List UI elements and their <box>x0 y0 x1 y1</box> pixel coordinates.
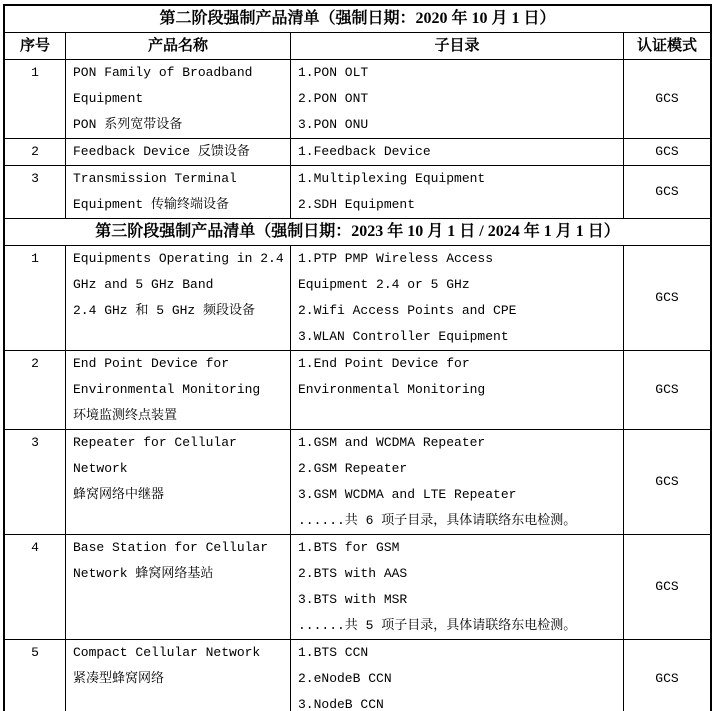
certification-mode: GCS <box>655 91 679 106</box>
subcategory-line: 2.eNodeB CCN <box>298 671 392 686</box>
product-name-line: Equipments Operating in 2.4 <box>73 251 284 266</box>
column-header-0: 序号 <box>5 33 66 59</box>
certification-mode-cell <box>624 351 710 429</box>
subcategory-line: 2.Wifi Access Points and CPE <box>298 303 517 318</box>
subcategory-line: 1.GSM and WCDMA Repeater <box>298 435 486 450</box>
certification-mode: GCS <box>655 579 679 594</box>
product-name-line: Network 蜂窝网络基站 <box>73 566 214 581</box>
subcategory-cell <box>291 246 624 350</box>
subcategory-line: 1.PON OLT <box>298 65 369 80</box>
product-name-cell <box>66 535 291 639</box>
product-name-line: End Point Device for <box>73 356 230 371</box>
product-name-line: Feedback Device 反馈设备 <box>73 144 250 159</box>
subcategory-line: 2.SDH Equipment <box>298 197 416 212</box>
subcategory-line: ......共 5 项子目录，具体请联络东电检测。 <box>298 618 577 633</box>
product-name-cell <box>66 246 291 350</box>
product-name-line: Transmission Terminal <box>73 171 237 186</box>
subcategory-line: 3.PON ONU <box>298 117 369 132</box>
row-number-cell <box>5 166 66 218</box>
column-header-2: 子目录 <box>291 33 624 59</box>
row-number-cell <box>5 535 66 639</box>
product-name-line: PON Family of Broadband <box>73 65 253 80</box>
subcategory-line: 3.NodeB CCN <box>298 697 384 711</box>
subcategory-line: ......共 6 项子目录，具体请联络东电检测。 <box>298 513 577 528</box>
product-name-line: Base Station for Cellular <box>73 540 269 555</box>
certification-mode-cell <box>624 139 710 165</box>
certification-mode: GCS <box>655 290 679 305</box>
certification-mode-cell <box>624 166 710 218</box>
subcategory-line: 1.Feedback Device <box>298 144 431 159</box>
subcategory-line: 1.BTS for GSM <box>298 540 400 555</box>
product-name-cell <box>66 139 291 165</box>
certification-mode: GCS <box>655 184 679 199</box>
product-name-cell <box>66 351 291 429</box>
certification-mode: GCS <box>655 474 679 489</box>
subcategory-line: 1.Multiplexing Equipment <box>298 171 486 186</box>
subcategory-cell <box>291 535 624 639</box>
row-number: 1 <box>31 65 39 80</box>
certification-mode-cell <box>624 60 710 138</box>
product-name-cell <box>66 166 291 218</box>
subcategory-line: 2.PON ONT <box>298 91 369 106</box>
column-header-1: 产品名称 <box>66 33 291 59</box>
product-name-line: Compact Cellular Network <box>73 645 261 660</box>
subcategory-line: 1.End Point Device for <box>298 356 470 371</box>
product-name-cell <box>66 640 291 711</box>
product-name-line: 环境监测终点装置 <box>73 408 178 423</box>
row-number: 1 <box>31 251 39 266</box>
subcategory-cell <box>291 60 624 138</box>
subcategory-line: 3.GSM WCDMA and LTE Repeater <box>298 487 517 502</box>
certification-mode-cell <box>624 246 710 350</box>
subcategory-line: 2.BTS with AAS <box>298 566 408 581</box>
certification-mode: GCS <box>655 382 679 397</box>
table-row <box>5 139 710 166</box>
product-name-line: Equipment <box>73 91 144 106</box>
section-title: 第三阶段强制产品清单（强制日期：2023 年 10 月 1 日 / 2024 年 1 月 1 日） <box>5 219 710 246</box>
product-name-cell <box>66 430 291 534</box>
row-number: 5 <box>31 645 39 660</box>
product-name-line: 紧凑型蜂窝网络 <box>73 671 165 686</box>
table-row <box>5 166 710 219</box>
row-number: 2 <box>31 144 39 159</box>
subcategory-cell <box>291 640 624 711</box>
section-title: 第二阶段强制产品清单（强制日期：2020 年 10 月 1 日） <box>5 6 710 33</box>
row-number-cell <box>5 139 66 165</box>
product-name-line: 2.4 GHz 和 5 GHz 频段设备 <box>73 303 256 318</box>
certification-mode: GCS <box>655 671 679 686</box>
table-row <box>5 430 710 535</box>
product-name-line: Equipment 传输终端设备 <box>73 197 230 212</box>
product-name-line: GHz and 5 GHz Band <box>73 277 214 292</box>
table-header-row <box>5 33 710 60</box>
subcategory-cell <box>291 430 624 534</box>
product-name-line: Repeater for Cellular <box>73 435 237 450</box>
subcategory-cell <box>291 166 624 218</box>
table-row <box>5 246 710 351</box>
row-number-cell <box>5 246 66 350</box>
row-number-cell <box>5 60 66 138</box>
subcategory-cell <box>291 139 624 165</box>
product-name-line: PON 系列宽带设备 <box>73 117 183 132</box>
product-table <box>3 4 712 711</box>
subcategory-line: 2.GSM Repeater <box>298 461 408 476</box>
table-row <box>5 60 710 139</box>
subcategory-line: Environmental Monitoring <box>298 382 486 397</box>
row-number-cell <box>5 640 66 711</box>
certification-mode-cell <box>624 640 710 711</box>
certification-mode: GCS <box>655 144 679 159</box>
product-name-line: Network <box>73 461 128 476</box>
table-row <box>5 351 710 430</box>
subcategory-line: 1.BTS CCN <box>298 645 369 660</box>
subcategory-cell <box>291 351 624 429</box>
certification-mode-cell <box>624 535 710 639</box>
product-name-line: Environmental Monitoring <box>73 382 261 397</box>
row-number: 3 <box>31 435 39 450</box>
subcategory-line: 3.WLAN Controller Equipment <box>298 329 509 344</box>
subcategory-line: Equipment 2.4 or 5 GHz <box>298 277 470 292</box>
certification-mode-cell <box>624 430 710 534</box>
subcategory-line: 1.PTP PMP Wireless Access <box>298 251 494 266</box>
row-number: 2 <box>31 356 39 371</box>
product-name-line: 蜂窝网络中继器 <box>73 487 165 502</box>
row-number-cell <box>5 430 66 534</box>
subcategory-line: 3.BTS with MSR <box>298 592 408 607</box>
column-header-3: 认证模式 <box>636 38 697 54</box>
row-number: 3 <box>31 171 39 186</box>
table-row <box>5 640 710 711</box>
row-number: 4 <box>31 540 39 555</box>
row-number-cell <box>5 351 66 429</box>
product-name-cell <box>66 60 291 138</box>
table-row <box>5 535 710 640</box>
